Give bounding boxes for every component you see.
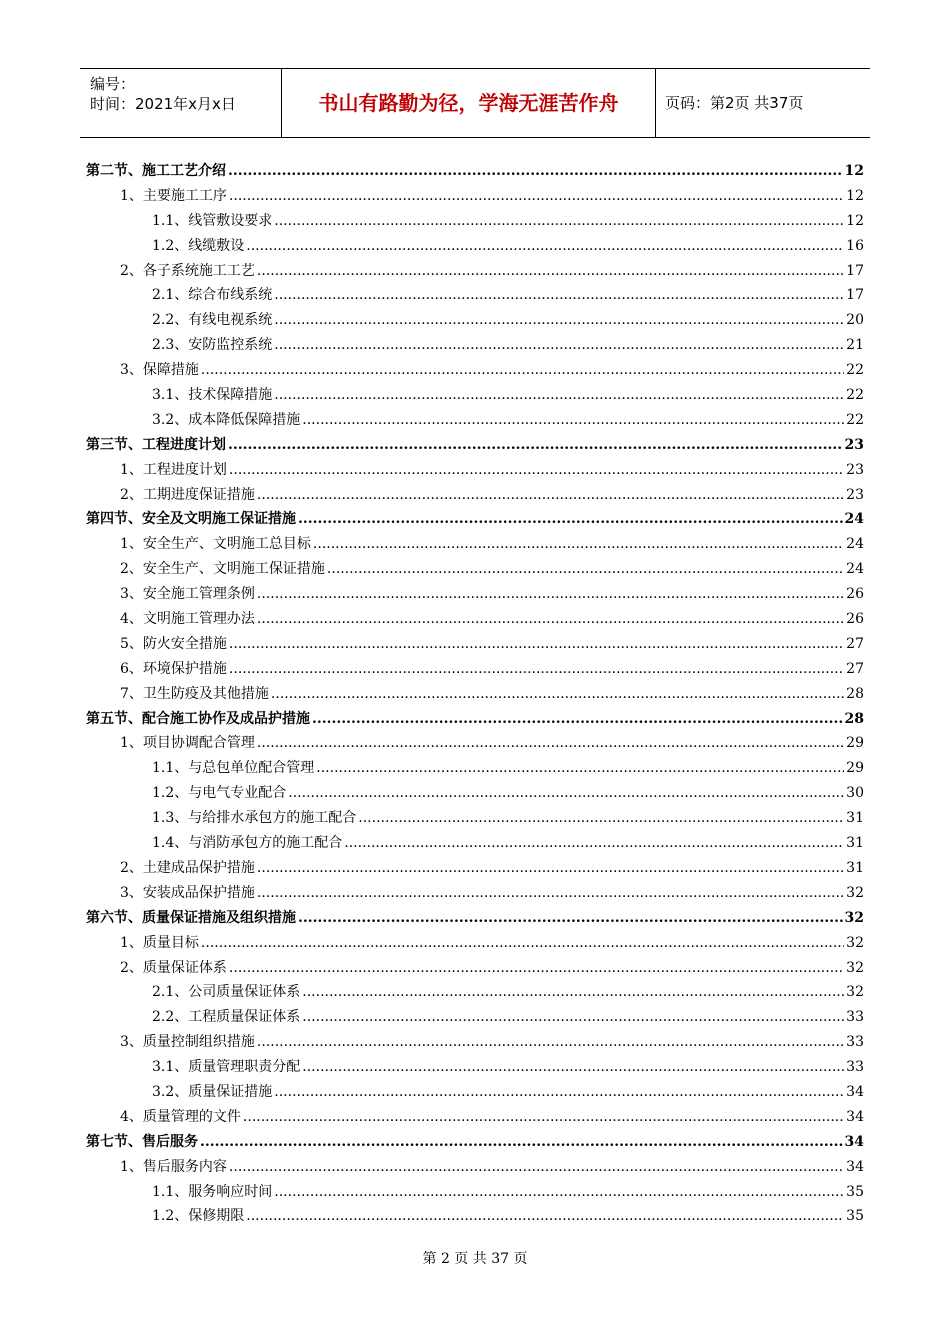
- toc-entry-title: 3.2、成本降低保障措施: [152, 411, 301, 428]
- toc-entry-title: 3.2、质量保证措施: [152, 1083, 273, 1100]
- toc-entry-title: 2.3、安防监控系统: [152, 337, 273, 354]
- toc-entry-title: 3.1、技术保障措施: [152, 387, 273, 404]
- toc-entry-title: 3、保障措施: [120, 362, 199, 379]
- toc-entry-title: 第五节、配合施工协作及成品护措施: [86, 710, 310, 727]
- toc-entry-page: 23: [846, 461, 864, 478]
- toc-entry[interactable]: [86, 533, 864, 558]
- toc-entry[interactable]: [86, 633, 864, 658]
- toc-leader-dots: [257, 611, 844, 627]
- toc-leader-dots: [228, 437, 843, 453]
- toc-entry-page: 30: [846, 785, 864, 802]
- toc-entry-title: 6、环境保护措施: [120, 660, 227, 677]
- toc-entry-title: 1.2、保修期限: [152, 1208, 245, 1225]
- toc-entry[interactable]: [86, 1006, 864, 1031]
- toc-entry-page: 24: [846, 561, 864, 578]
- toc-entry-page: 35: [846, 1208, 864, 1225]
- toc-entry-title: 1.4、与消防承包方的施工配合: [152, 835, 343, 852]
- toc-entry-page: 32: [844, 909, 864, 926]
- toc-entry[interactable]: [86, 409, 864, 434]
- toc-leader-dots: [257, 586, 844, 602]
- toc-entry-title: 1.1、线管敷设要求: [152, 212, 273, 229]
- toc-entry-page: 26: [846, 611, 864, 628]
- toc-leader-dots: [312, 711, 843, 727]
- toc-entry[interactable]: [86, 359, 864, 384]
- toc-entry[interactable]: [86, 1156, 864, 1181]
- toc-entry-title: 1.3、与给排水承包方的施工配合: [152, 810, 357, 827]
- toc-entry[interactable]: [86, 857, 864, 882]
- toc-entry[interactable]: [86, 1181, 864, 1206]
- toc-entry-page: 23: [844, 436, 864, 453]
- toc-leader-dots: [229, 636, 844, 652]
- toc-leader-dots: [201, 935, 844, 951]
- toc-leader-dots: [246, 1208, 844, 1224]
- toc-entry[interactable]: [86, 981, 864, 1006]
- toc-leader-dots: [274, 312, 844, 328]
- toc-leader-dots: [257, 885, 844, 901]
- toc-entry[interactable]: [86, 932, 864, 957]
- toc-leader-dots: [201, 362, 844, 378]
- toc-entry-page: 35: [846, 1183, 864, 1200]
- code-label: 编号：: [90, 75, 136, 93]
- toc-entry-title: 1、安全生产、文明施工总目标: [120, 536, 311, 553]
- toc-entry[interactable]: [86, 284, 864, 309]
- toc-entry-page: 26: [846, 586, 864, 603]
- toc-leader-dots: [229, 1159, 844, 1175]
- toc-entry-page: 12: [846, 212, 864, 229]
- toc-entry[interactable]: [86, 260, 864, 285]
- toc-leader-dots: [274, 1184, 844, 1200]
- toc-entry[interactable]: [86, 1131, 864, 1156]
- toc-entry-page: 31: [846, 810, 864, 827]
- toc-entry-page: 17: [846, 262, 864, 279]
- toc-leader-dots: [302, 1059, 844, 1075]
- toc-entry[interactable]: [86, 882, 864, 907]
- toc-entry-page: 23: [846, 486, 864, 503]
- toc-entry-page: 31: [846, 835, 864, 852]
- toc-entry-title: 3.1、质量管理职责分配: [152, 1059, 301, 1076]
- toc-entry[interactable]: [86, 459, 864, 484]
- header-page-info: 页码：第2页 共37页: [665, 94, 804, 112]
- toc-entry[interactable]: [86, 235, 864, 260]
- toc-entry-title: 1、项目协调配合管理: [120, 735, 255, 752]
- toc-leader-dots: [302, 412, 844, 428]
- toc-entry-page: 21: [846, 337, 864, 354]
- header-motto: 书山有路勤为径，学海无涯苦作舟: [281, 69, 656, 137]
- toc-leader-dots: [257, 263, 844, 279]
- toc-entry-title: 2.2、有线电视系统: [152, 312, 273, 329]
- toc-entry-title: 7、卫生防疫及其他措施: [120, 685, 269, 702]
- toc-leader-dots: [257, 487, 844, 503]
- toc-entry-title: 2、质量保证体系: [120, 959, 227, 976]
- toc-entry-title: 2.1、公司质量保证体系: [152, 984, 301, 1001]
- toc-entry-page: 34: [844, 1133, 864, 1150]
- toc-entry-page: 34: [846, 1158, 864, 1175]
- toc-leader-dots: [358, 810, 844, 826]
- toc-leader-dots: [243, 1109, 844, 1125]
- toc-entry-page: 27: [846, 635, 864, 652]
- toc-leader-dots: [274, 1084, 844, 1100]
- toc-entry[interactable]: [86, 309, 864, 334]
- toc-entry-title: 2、土建成品保护措施: [120, 859, 255, 876]
- toc-entry[interactable]: [86, 832, 864, 857]
- toc-entry[interactable]: [86, 608, 864, 633]
- toc-entry[interactable]: [86, 384, 864, 409]
- toc-entry-page: 32: [846, 959, 864, 976]
- table-of-contents: [86, 160, 864, 1230]
- toc-leader-dots: [229, 661, 844, 677]
- toc-entry-title: 2、各子系统施工工艺: [120, 262, 255, 279]
- toc-leader-dots: [246, 238, 844, 254]
- toc-entry-page: 16: [846, 237, 864, 254]
- toc-entry-page: 33: [846, 1034, 864, 1051]
- toc-entry-title: 1.1、服务响应时间: [152, 1183, 273, 1200]
- toc-leader-dots: [274, 337, 844, 353]
- toc-entry-page: 33: [846, 1059, 864, 1076]
- toc-entry-title: 2.1、综合布线系统: [152, 287, 273, 304]
- toc-entry-page: 28: [844, 710, 864, 727]
- toc-leader-dots: [274, 213, 844, 229]
- toc-leader-dots: [257, 735, 844, 751]
- toc-entry-page: 28: [846, 685, 864, 702]
- toc-entry-page: 33: [846, 1009, 864, 1026]
- toc-entry[interactable]: [86, 185, 864, 210]
- toc-leader-dots: [257, 1034, 844, 1050]
- toc-entry-title: 1、质量目标: [120, 934, 199, 951]
- toc-entry-page: 34: [846, 1108, 864, 1125]
- time-label: 时间：2021年x月x日: [90, 95, 236, 113]
- toc-entry-page: 27: [846, 660, 864, 677]
- toc-entry-page: 22: [846, 387, 864, 404]
- toc-leader-dots: [313, 536, 844, 552]
- toc-leader-dots: [271, 686, 844, 702]
- toc-entry-page: 29: [846, 735, 864, 752]
- toc-entry-page: 34: [846, 1083, 864, 1100]
- toc-leader-dots: [274, 287, 844, 303]
- toc-entry-page: 31: [846, 859, 864, 876]
- page-footer: 第 2 页 共 37 页: [422, 1251, 528, 1267]
- toc-entry-title: 2、工期进度保证措施: [120, 486, 255, 503]
- toc-leader-dots: [288, 785, 844, 801]
- toc-leader-dots: [229, 188, 844, 204]
- toc-leader-dots: [200, 1134, 843, 1150]
- toc-entry[interactable]: [86, 957, 864, 982]
- toc-entry[interactable]: [86, 334, 864, 359]
- toc-entry[interactable]: [86, 434, 864, 459]
- toc-entry-title: 5、防火安全措施: [120, 635, 227, 652]
- toc-entry-title: 2.2、工程质量保证体系: [152, 1009, 301, 1026]
- toc-entry-title: 第二节、施工工艺介绍: [86, 163, 226, 179]
- toc-entry-page: 17: [846, 287, 864, 304]
- toc-entry[interactable]: [86, 210, 864, 235]
- toc-entry-page: 12: [846, 187, 864, 204]
- toc-entry-page: 22: [846, 362, 864, 379]
- toc-entry-title: 第四节、安全及文明施工保证措施: [86, 511, 296, 528]
- toc-entry-title: 1、主要施工工序: [120, 187, 227, 204]
- toc-entry[interactable]: [86, 807, 864, 832]
- toc-entry-title: 1.1、与总包单位配合管理: [152, 760, 315, 777]
- toc-entry[interactable]: [86, 583, 864, 608]
- toc-entry-page: 20: [846, 312, 864, 329]
- page-header: [80, 68, 870, 138]
- toc-entry-title: 第三节、工程进度计划: [86, 436, 226, 453]
- toc-entry[interactable]: [86, 1031, 864, 1056]
- toc-entry-title: 4、质量管理的文件: [120, 1108, 241, 1125]
- toc-leader-dots: [302, 984, 844, 1000]
- toc-entry-page: 22: [846, 411, 864, 428]
- toc-entry[interactable]: [86, 732, 864, 757]
- toc-entry-page: 29: [846, 760, 864, 777]
- toc-entry-page: 24: [846, 536, 864, 553]
- toc-entry[interactable]: [86, 683, 864, 708]
- toc-entry[interactable]: [86, 658, 864, 683]
- toc-entry-title: 1.2、与电气专业配合: [152, 785, 287, 802]
- header-meta: [80, 69, 280, 137]
- toc-leader-dots: [302, 1009, 844, 1025]
- toc-entry[interactable]: [86, 782, 864, 807]
- toc-entry[interactable]: [86, 1056, 864, 1081]
- toc-leader-dots: [257, 860, 844, 876]
- toc-entry-title: 1、工程进度计划: [120, 461, 227, 478]
- toc-entry[interactable]: [86, 1205, 864, 1230]
- toc-leader-dots: [229, 960, 844, 976]
- toc-entry[interactable]: [86, 1106, 864, 1131]
- toc-leader-dots: [327, 561, 844, 577]
- toc-entry-title: 1.2、线缆敷设: [152, 237, 245, 254]
- toc-entry-title: 3、质量控制组织措施: [120, 1034, 255, 1051]
- toc-leader-dots: [229, 462, 844, 478]
- toc-entry-page: 32: [846, 984, 864, 1001]
- toc-entry-title: 第七节、售后服务: [86, 1133, 198, 1150]
- toc-entry-title: 3、安装成品保护措施: [120, 884, 255, 901]
- toc-entry-page: 12: [844, 163, 864, 179]
- toc-leader-dots: [298, 910, 843, 926]
- toc-entry[interactable]: [86, 484, 864, 509]
- toc-entry-page: 24: [844, 511, 864, 528]
- toc-leader-dots: [316, 760, 844, 776]
- toc-leader-dots: [274, 387, 844, 403]
- toc-entry[interactable]: [86, 1081, 864, 1106]
- toc-entry[interactable]: [86, 558, 864, 583]
- toc-entry[interactable]: [86, 907, 864, 932]
- toc-entry[interactable]: [86, 160, 864, 185]
- toc-leader-dots: [228, 163, 843, 179]
- toc-entry-title: 第六节、质量保证措施及组织措施: [86, 909, 296, 926]
- toc-leader-dots: [298, 511, 843, 527]
- toc-entry-title: 1、售后服务内容: [120, 1158, 227, 1175]
- toc-entry-page: 32: [846, 884, 864, 901]
- toc-entry-title: 2、安全生产、文明施工保证措施: [120, 561, 325, 578]
- toc-entry[interactable]: [86, 708, 864, 733]
- toc-leader-dots: [344, 835, 844, 851]
- toc-entry-title: 3、安全施工管理条例: [120, 586, 255, 603]
- toc-entry[interactable]: [86, 757, 864, 782]
- toc-entry-title: 4、文明施工管理办法: [120, 611, 255, 628]
- toc-entry-page: 32: [846, 934, 864, 951]
- toc-entry[interactable]: [86, 508, 864, 533]
